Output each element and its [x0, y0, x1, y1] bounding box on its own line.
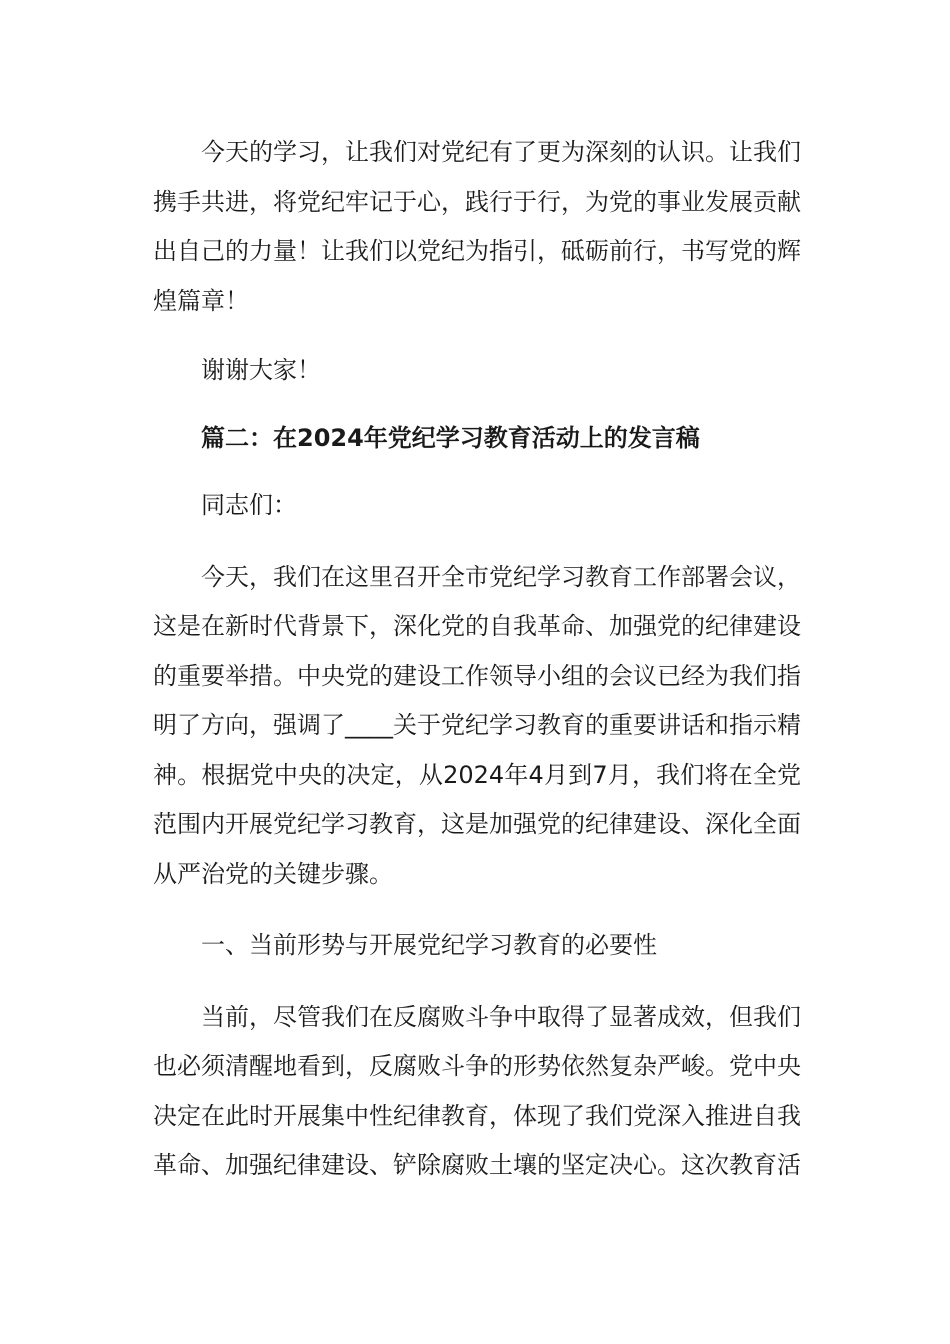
subsection-title: 一、当前形势与开展党纪学习教育的必要性 [201, 931, 657, 959]
thanks-line: 谢谢大家！ [201, 356, 321, 384]
closing-paragraph: 今天的学习，让我们对党纪有了更为深刻的认识。让我们携手共进，将党纪牢记于心，践行于行，为党的事业发展贡献出自己的力量！让我们以党纪为指引，砥砺前行，书写党的辉煌篇章！ [153, 138, 801, 315]
situation-paragraph: 当前，尽管我们在反腐败斗争中取得了显著成效，但我们也必须清醒地看到，反腐败斗争的形势依然复杂严峻。党中央决定在此时开展集中性纪律教育，体现了我们党深入推进自我革命、加强纪律建设、铲除腐败土壤的坚定决心。这次教育活 [153, 1002, 801, 1179]
section-heading: 篇二：在2024年党纪学习教育活动上的发言稿 [201, 423, 700, 452]
document-page [153, 128, 801, 1191]
opening-paragraph: 今天，我们在这里召开全市党纪学习教育工作部署会议，这是在新时代背景下，深化党的自我革命、加强党的纪律建设的重要举措。中央党的建设工作领导小组的会议已经为我们指明了方向，强调了____关于党纪学习教育的重要讲话和指示精神。根据党中央的决定，从2024年4月到7月，我们将在全党范围内开展党纪学习教育，这是加强党的纪律建设、深化全面从严治党的关键步骤。 [153, 562, 801, 888]
salutation: 同志们： [201, 491, 297, 519]
